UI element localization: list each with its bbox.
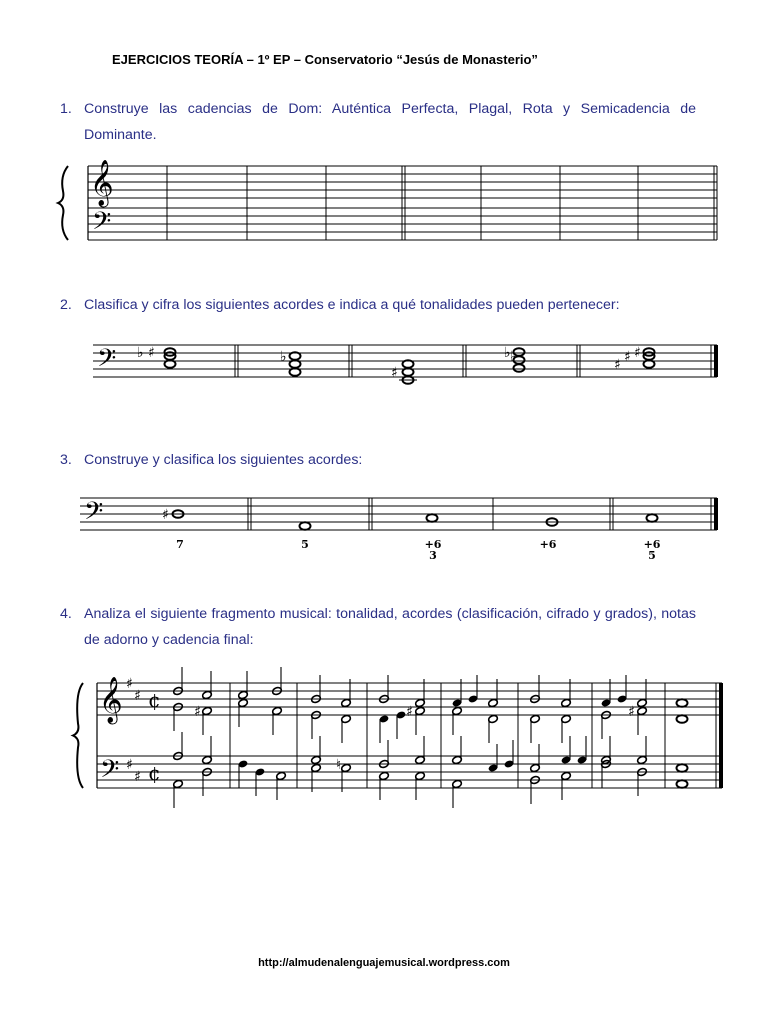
whole-note: [647, 514, 658, 522]
time-signature: ¢: [148, 761, 161, 785]
sharp-sign: ♯: [148, 345, 155, 361]
final-barline: [714, 345, 718, 377]
brace: [58, 166, 68, 240]
score-exercise-2: [93, 344, 718, 384]
score-exercise-1: [58, 160, 717, 242]
page-title: EJERCICIOS TEORÍA – 1º EP – Conservatorio “Jesús de Monasterio”: [112, 52, 538, 67]
brace: [73, 683, 83, 788]
sharp-sign: ♯: [406, 704, 413, 720]
exercise-number: 1.: [60, 101, 72, 117]
sharp-sign: ♯: [194, 704, 201, 720]
whole-note: [514, 364, 525, 372]
bass-clef: 𝄢: [97, 344, 117, 379]
exercise-number: 3.: [60, 452, 72, 468]
sharp-sign: ♯: [391, 365, 398, 381]
whole-note: [427, 514, 438, 522]
exercise-text: Clasifica y cifra los siguientes acordes e indica a qué tonalidades pueden pertenecer:: [84, 297, 620, 313]
figured-bass: 5: [301, 538, 309, 551]
footer-url: http://almudenalenguajemusical.wordpress.com: [258, 957, 510, 969]
flat-sign: ♭: [280, 349, 287, 365]
sharp-sign: ♯: [126, 676, 133, 692]
sharp-sign: ♯: [126, 757, 133, 773]
figured-bass: +6: [539, 538, 557, 551]
whole-note: [677, 715, 688, 723]
final-barline: [714, 498, 718, 530]
exercise-text: Construye y clasifica los siguientes acordes:: [84, 452, 363, 468]
final-barline: [719, 683, 723, 788]
score-exercise-4: [73, 667, 723, 808]
whole-note: [677, 764, 688, 772]
treble-clef: 𝄞: [90, 160, 114, 206]
flat-sign: ♭: [510, 349, 517, 365]
sharp-sign: ♯: [624, 349, 631, 365]
treble-clef: 𝄞: [99, 677, 123, 723]
sharp-sign: ♯: [614, 357, 621, 373]
exercise-number: 2.: [60, 297, 72, 313]
sharp-sign: ♯: [162, 507, 169, 523]
sharp-sign: ♯: [134, 769, 141, 785]
figured-bass: +6: [424, 538, 442, 551]
bass-clef: 𝄢: [100, 755, 120, 790]
exercise-text: Construye las cadencias de Dom: Auténtica Perfecta, Plagal, Rota y Semicadencia de Dominante.: [84, 101, 696, 143]
sharp-sign: ♯: [628, 704, 635, 720]
exercise-number: 4.: [60, 606, 72, 622]
whole-note: [677, 699, 688, 707]
flat-sign: ♭: [137, 345, 144, 361]
bass-clef: 𝄢: [84, 497, 104, 532]
whole-note: [300, 522, 311, 530]
flat-sign: ♭: [504, 345, 511, 361]
exercise-text: Analiza el siguiente fragmento musical: tonalidad, acordes (clasificación, cifrado y grados), notas de adorno y cadencia final:: [84, 606, 696, 648]
bass-clef: 𝄢: [92, 207, 112, 242]
time-signature: ¢: [148, 688, 161, 712]
whole-note: [677, 780, 688, 788]
score-exercise-3: [80, 497, 718, 562]
sharp-sign: ♯: [134, 688, 141, 704]
figured-bass: 7: [176, 538, 184, 551]
figured-bass: 5: [648, 549, 656, 562]
sharp-sign: ♯: [634, 345, 641, 361]
natural-sign: ♮: [336, 757, 342, 773]
figured-bass: +6: [643, 538, 661, 551]
figured-bass: 3: [429, 549, 437, 562]
